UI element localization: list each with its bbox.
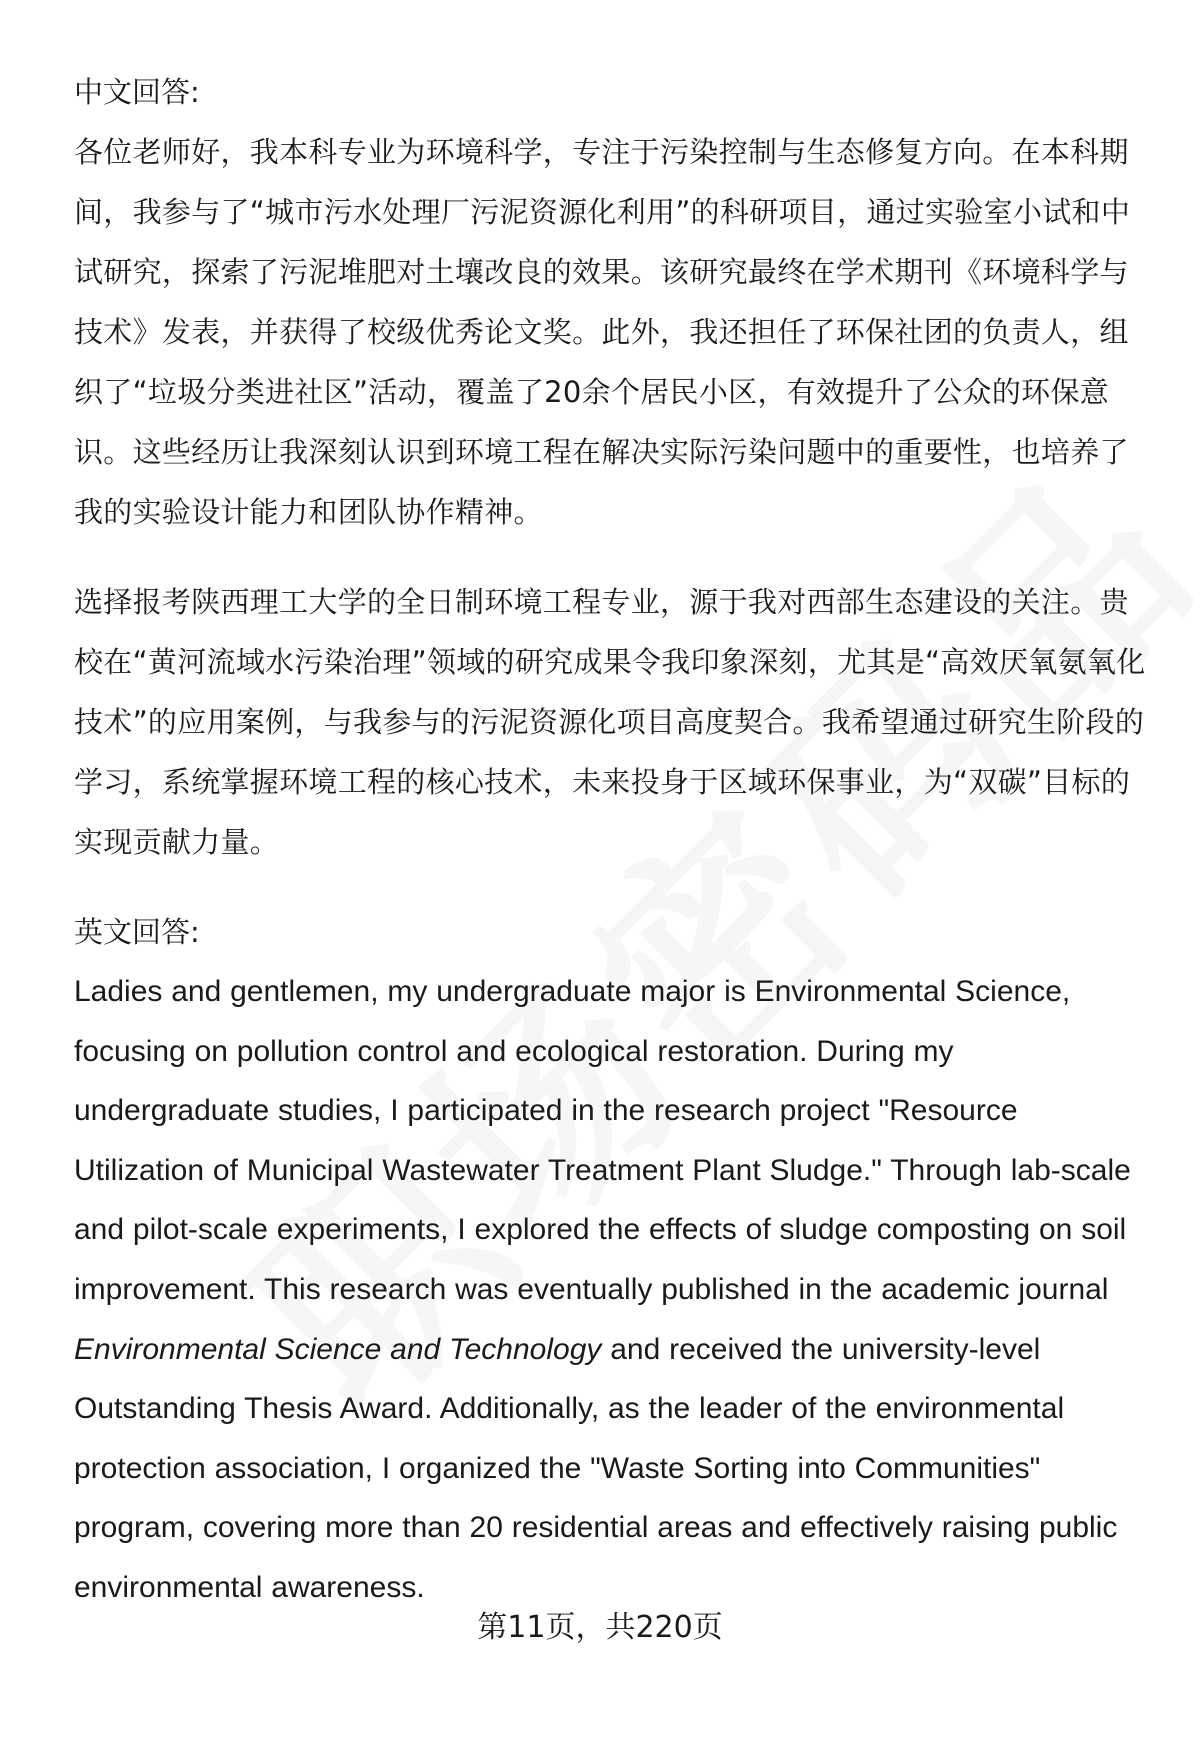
english-answer-heading: 英文回答: [74, 915, 200, 949]
chinese-answer-heading: 中文回答: [74, 75, 200, 109]
chinese-paragraph-1: 各位老师好，我本科专业为环境科学，专注于污染控制与生态修复方向。在本科期间，我参与了“城市污水处理厂污泥资源化利用”的科研项目，通过实验室小试和中试研究，探索了污泥堆肥对土壤改良的效果。该研究最终在学术期刊《环境科学与技术》发表，并获得了校级优秀论文奖。此外，我还担任了环保社团的负责人，组织了“垃圾分类进社区”活动，覆盖了20余个居民小区，有效提升了公众的环保意识。这些经历让我深刻认识到环境工程在解决实际污染问题中的重要性，也培养了我的实验设计能力和团队协作精神。 [74, 135, 1131, 529]
document-body [74, 62, 1154, 1618]
journal-title: Environmental Science and Technology [74, 1332, 602, 1366]
english-paragraph [74, 962, 1154, 1618]
chinese-answer-section [74, 62, 1154, 872]
chinese-paragraph-2: 选择报考陕西理工大学的全日制环境工程专业，源于我对西部生态建设的关注。贵校在“黄河流域水污染治理”领域的研究成果令我印象深刻，尤其是“高效厌氧氨氧化技术”的应用案例，与我参与的污泥资源化项目高度契合。我希望通过研究生阶段的学习，系统掌握环境工程的核心技术，未来投身于区域环保事业，为“双碳”目标的实现贡献力量。 [74, 585, 1146, 859]
english-answer-section [74, 902, 1154, 1618]
english-text-part-1: Ladies and gentlemen, my undergraduate major is Environmental Science, focusing on pollution control and ecological restoration. During my undergraduate studies, I participated in the research project "Resource Utilization of Municipal Wastewater Treatment Plant Sludge." Through lab-scale and pilot-scale experiments, I explored the effects of sludge composting on soil improvement. This research was eventually published in the academic journal [74, 975, 1131, 1306]
english-text-part-2: and received the university-level Outstanding Thesis Award. Additionally, as the leader of the environmental protection association, I organized the "Waste Sorting into Communities" program, covering more than 20 residential areas and effectively raising public environmental awareness. [74, 1332, 1118, 1604]
page-number: 第11页，共220页 [477, 1610, 723, 1645]
